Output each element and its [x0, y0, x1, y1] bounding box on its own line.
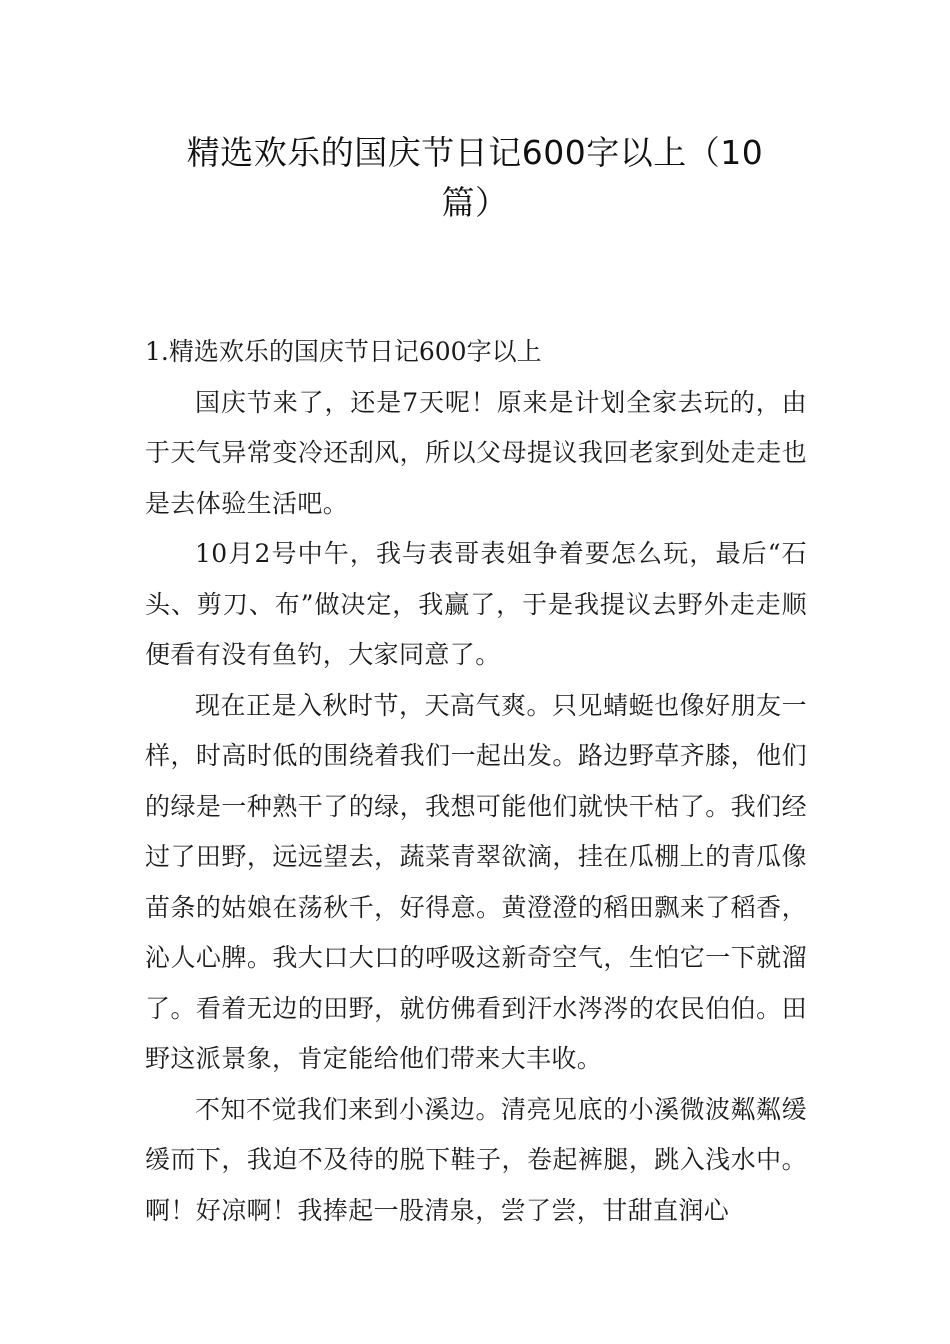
paragraph-1: 国庆节来了，还是7天呢！原来是计划全家去玩的，由于天气异常变冷还刮风，所以父母提议我回老家到处走走也是去体验生活吧。: [145, 387, 807, 518]
document-body: [145, 327, 807, 1236]
title-line-1: 精选欢乐的国庆节日记600字以上（10: [186, 133, 764, 172]
document-title: [120, 128, 830, 228]
paragraph-4: 不知不觉我们来到小溪边。清亮见底的小溪微波粼粼缓缓而下，我迫不及待的脱下鞋子，卷起裤腿，跳入浅水中。啊！好凉啊！我捧起一股清泉，尝了尝，甘甜直润心: [145, 1094, 807, 1225]
section-heading: 1.精选欢乐的国庆节日记600字以上: [145, 337, 542, 366]
paragraph-3: 现在正是入秋时节，天高气爽。只见蜻蜓也像好朋友一样，时高时低的围绕着我们一起出发。路边野草齐膝，他们的绿是一种熟干了的绿，我想可能他们就快干枯了。我们经过了田野，远远望去，蔬菜青翠欲滴，挂在瓜棚上的青瓜像苗条的姑娘在荡秋千，好得意。黄澄澄的稻田飘来了稻香，沁人心脾。我大口大口的呼吸这新奇空气，生怕它一下就溜了。看着无边的田野，就仿佛看到汗水涔涔的农民伯伯。田野这派景象，肯定能给他们带来大丰收。: [145, 690, 807, 1073]
title-line-2: 篇）: [441, 183, 509, 222]
paragraph-2: 10月2号中午，我与表哥表姐争着要怎么玩，最后“石头、剪刀、布”做决定，我赢了，于是我提议去野外走走顺便看有没有鱼钓，大家同意了。: [145, 539, 807, 669]
